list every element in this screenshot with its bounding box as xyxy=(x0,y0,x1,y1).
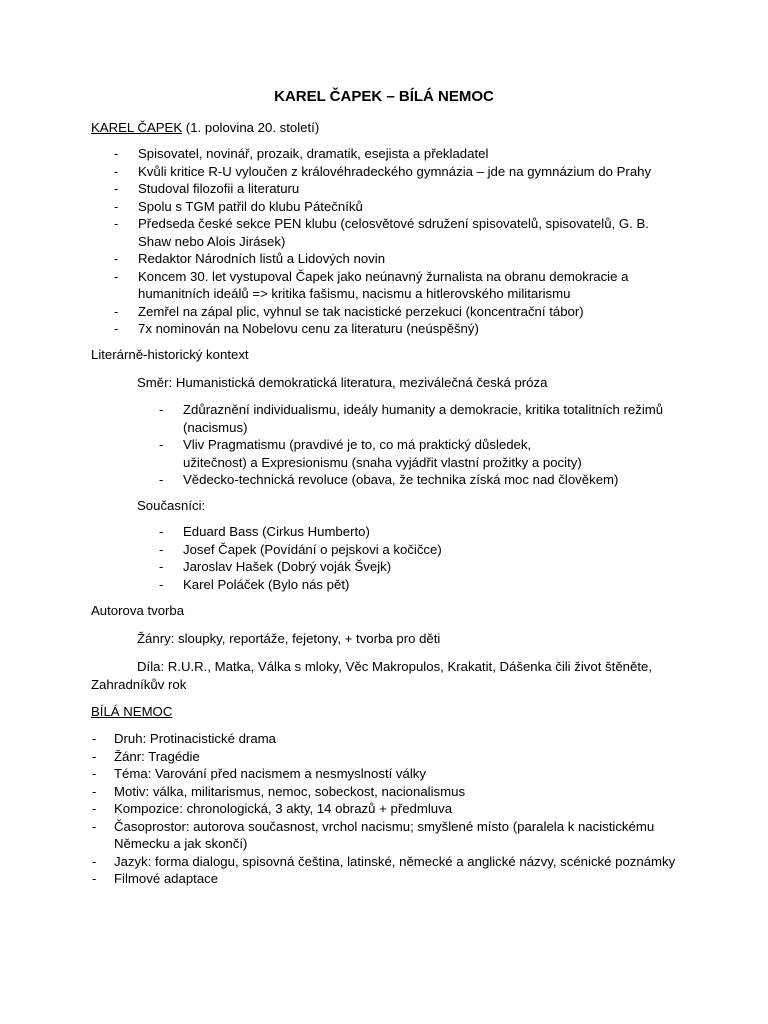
bila-nemoc-list xyxy=(91,730,681,888)
document-title: KAREL ČAPEK – BÍLÁ NEMOC xyxy=(274,88,494,105)
list-item: - Spisovatel, novinář, prozaik, dramatik, esejista a překladatel xyxy=(91,145,671,163)
context-soucasnici: Současníci: xyxy=(137,498,206,513)
list-item: - Redaktor Národních listů a Lidových novin xyxy=(91,250,671,268)
tvorba-dila xyxy=(91,658,711,693)
list-item: - Téma: Varování před nacismem a nesmyslností války xyxy=(91,765,681,783)
list-item: - Jaroslav Hašek (Dobrý voják Švejk) xyxy=(91,558,671,576)
list-item: - Časoprostor: autorova současnost, vrchol nacismu; smyšlené místo (paralela k nacistickému Německu a jak skončí) xyxy=(91,818,679,853)
list-item: - Spolu s TGM patřil do klubu Pátečníků xyxy=(91,198,671,216)
context-smer-list-wrap xyxy=(91,401,671,489)
tvorba-heading: Autorova tvorba xyxy=(91,603,185,618)
author-facts xyxy=(91,145,671,338)
list-item: - Karel Poláček (Bylo nás pět) xyxy=(91,576,671,594)
context-smer: Směr: Humanistická demokratická literatura, meziválečná česká próza xyxy=(137,375,548,390)
tvorba-dila-line2: Zahradníkův rok xyxy=(91,676,187,692)
list-item: - Josef Čapek (Povídání o pejskovi a kočičce) xyxy=(91,541,671,559)
list-item: - Zdůraznění individualismu, ideály humanity a demokracie, kritika totalitních režimů (nacismus) xyxy=(91,401,671,436)
list-item: - Motiv: válka, militarismus, nemoc, sobeckost, nacionalismus xyxy=(91,783,681,801)
list-item: - Zemřel na zápal plic, vyhnul se tak nacistické perzekuci (koncentrační tábor) xyxy=(91,303,671,321)
author-heading-suffix: (1. polovina 20. století) xyxy=(182,120,320,135)
author-heading: KAREL ČAPEK xyxy=(91,120,183,135)
tvorba-dila-line1: Díla: R.U.R., Matka, Válka s mloky, Věc Makropulos, Krakatit, Dášenka čili život štěněte, xyxy=(137,659,652,674)
author-facts-list xyxy=(91,145,671,338)
list-item: - Vliv Pragmatismu (pravdivé je to, co má praktický důsledek, užitečnost) a Expresionismu (snaha vyjádřit vlastní prožitky a pocity) xyxy=(91,436,583,471)
list-item: - Eduard Bass (Cirkus Humberto) xyxy=(91,523,671,541)
list-item: - Jazyk: forma dialogu, spisovná čeština, latinské, německé a anglické názvy, scénické poznámky xyxy=(91,853,689,871)
list-item: - Kvůli kritice R-U vyloučen z královéhradeckého gymnázia – jde na gymnázium do Prahy xyxy=(91,163,671,181)
list-item: - Kompozice: chronologická, 3 akty, 14 obrazů + předmluva xyxy=(91,800,681,818)
context-heading: Literárně-historický kontext xyxy=(91,347,249,362)
author-heading-line xyxy=(91,119,671,137)
tvorba-zanry: Žánry: sloupky, reportáže, fejetony, + tvorba pro děti xyxy=(137,631,441,646)
bila-nemoc-heading-wrap xyxy=(91,703,671,721)
context-smer-list xyxy=(91,401,671,489)
author-section xyxy=(91,119,671,137)
bila-nemoc-list-wrap xyxy=(91,730,681,888)
list-item: - Druh: Protinacistické drama xyxy=(91,730,681,748)
list-item: - Filmové adaptace xyxy=(91,870,681,888)
list-item: - Předseda české sekce PEN klubu (celosvětové sdružení spisovatelů, spisovatelů, G. B. Shaw nebo Alois Jirásek) xyxy=(91,215,663,250)
soucasnici-list xyxy=(91,523,671,593)
bila-nemoc-heading: BÍLÁ NEMOC xyxy=(91,704,173,719)
list-item: - Vědecko-technická revoluce (obava, že technika získá moc nad člověkem) xyxy=(91,471,671,489)
list-item: - Žánr: Tragédie xyxy=(91,748,681,766)
list-item: - 7x nominován na Nobelovu cenu za literaturu (neúspěšný) xyxy=(91,320,671,338)
list-item: - Koncem 30. let vystupoval Čapek jako neúnavný žurnalista na obranu demokracie a humanitních ideálů => kritika fašismu, nacismu a hitlerovského militarismu xyxy=(91,268,673,303)
list-item: - Studoval filozofii a literaturu xyxy=(91,180,671,198)
soucasnici-list-wrap xyxy=(91,523,671,593)
